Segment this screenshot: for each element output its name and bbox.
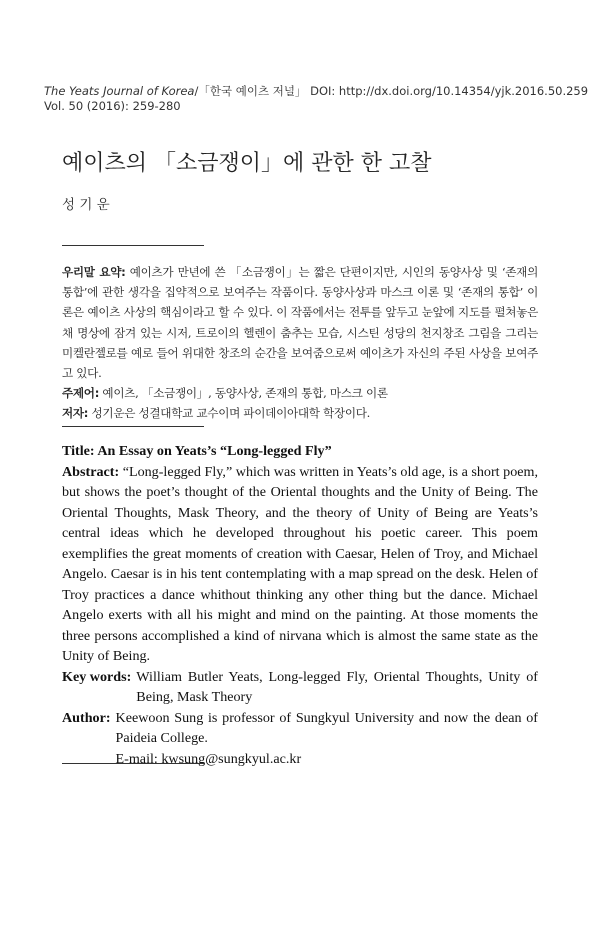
article-title-ko: 예이츠의 「소금쟁이」에 관한 한 고찰 [62,151,432,176]
english-keywords-text: William Butler Yeats, Long-legged Fly, Oriental Thoughts, Unity of Being, Mask Theory [136,668,538,705]
journal-name-ko-doi: /「한국 예이츠 저널」 DOI: http://dx.doi.org/10.14354/yjk.2016.50.259 [194,84,589,98]
korean-abstract-section [62,262,538,424]
english-abstract-label: Abstract: [62,463,120,480]
korean-abstract-label: 우리말 요약: [62,265,126,279]
english-abstract-section [62,441,538,769]
english-author-label: Author: [62,709,111,726]
divider [62,763,204,764]
korean-abstract-text: 예이츠가 만년에 쓴 「소금쟁이」는 짧은 단편이지만, 시인의 동양사상 및 ‘존재의 통합’에 관한 생각을 집약적으로 보여주는 작품이다. 동양사상과 마스크 이론 및 ‘존재의 통합’ 이론은 예이츠 사상의 핵심이라고 할 수 있다. 이 작품에서는 전투를 앞두고 눈앞에 지도를 펼쳐놓은 채 명상에 잠겨 있는 시저, 트로이의 헬렌이 춤추는 모습, 시스틴 성당의 천지창조 그림을 그리는 미켈란젤로를 예로 들어 위대한 창조의 순간을 보여줌으로써 예이츠가 자신의 주된 사상을 보여주고 있다. [62,265,538,381]
korean-abstract [62,262,538,383]
english-author-body [116,708,538,770]
english-abstract [62,462,538,667]
korean-keywords-text: 예이츠, 「소금쟁이」, 동양사상, 존재의 통합, 마스크 이론 [99,386,388,401]
author-name-ko: 성 기 운 [62,197,110,213]
author-email: E-mail: kwsung@sungkyul.ac.kr [115,750,302,767]
journal-header [44,83,588,99]
divider [62,245,204,246]
korean-author-label: 저자: [62,406,89,421]
english-keywords-label: Key words: [62,668,132,685]
journal-name-en: The Yeats Journal of Korea [44,84,195,98]
english-author-text: Keewoon Sung is professor of Sungkyul University and now the dean of Paideia College. [115,709,538,746]
korean-author-text: 성기운은 성결대학교 교수이며 파이데이아대학 학장이다. [88,406,371,421]
korean-keywords [62,383,538,403]
divider [62,426,204,427]
english-keywords [62,667,538,708]
volume-info: Vol. 50 (2016): 259-280 [44,99,181,113]
korean-author [62,403,538,423]
english-author [62,708,538,770]
korean-keywords-label: 주제어: [62,386,100,401]
english-title: Title: An Essay on Yeats’s “Long-legged Fly” [62,443,332,459]
english-abstract-text: “Long-legged Fly,” which was written in Yeats’s old age, is a short poem, but shows the poet’s thought of the Oriental thoughts and the Unity of Being. The Oriental Thoughts, Mask Theory, and the theory of Unity of Being are Yeats’s central ideas which he developed throughout his poetic career. This poem exemplifies the great moments of creation with Caesar, Helen of Troy, and Michael Angelo. Caesar is in his tent contemplating with a map spread on the desk. Helen of Troy practices a dance whithout thinking any other thing but the dance. Michael Angelo exerts with all his might and mind on the painting. At those moments the three persons accomplished a kind of nirvana which is almost the same state as the Unity of Being. [62,463,538,664]
